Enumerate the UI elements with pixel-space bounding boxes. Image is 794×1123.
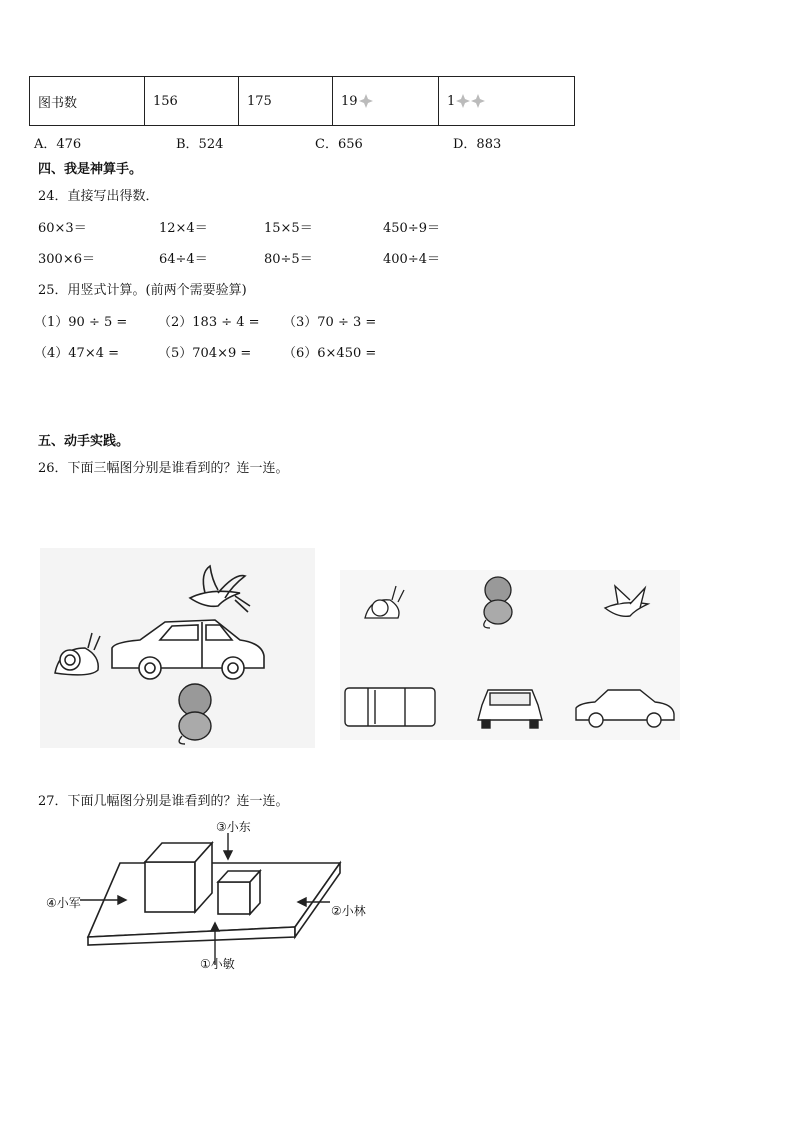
- q24-item: 64÷4＝: [159, 252, 208, 267]
- option-b: B．524: [176, 137, 224, 152]
- q25-item: （1）90 ÷ 5 =: [34, 315, 128, 330]
- q24-item: 400÷4＝: [383, 252, 440, 267]
- q25-item: （3）70 ÷ 3 =: [283, 315, 377, 330]
- table-cell: 175: [239, 77, 333, 126]
- q25-item: （4）47×4 =: [34, 346, 120, 361]
- table-header-cell: 图书数: [30, 77, 145, 126]
- q26-scene: [40, 548, 315, 748]
- q24-item: 300×6＝: [38, 252, 95, 267]
- smudge-icon: [471, 94, 485, 108]
- q24-item: 80÷5＝: [264, 252, 313, 267]
- table-cell: 156: [145, 77, 239, 126]
- section-5-title: 五、动手实践。: [38, 434, 130, 449]
- q24-item: 12×4＝: [159, 221, 208, 236]
- q24-title: 24．直接写出得数．: [38, 189, 159, 204]
- partial-value: 19: [341, 93, 358, 109]
- option-d: D．883: [453, 137, 502, 152]
- book-count-table: [29, 76, 575, 126]
- q25-item: （5）704×9 =: [158, 346, 252, 361]
- small-cube: [218, 871, 260, 914]
- table-cell-partial: [439, 77, 575, 126]
- label-top: ③小东: [216, 820, 251, 834]
- car-top-icon: [345, 688, 435, 726]
- table-row: [30, 77, 575, 126]
- label-left: ④小军: [46, 896, 81, 910]
- q24-item: 60×3＝: [38, 221, 87, 236]
- option-a: A．476: [34, 137, 82, 152]
- smudge-icon: [456, 94, 470, 108]
- q27-title: 27．下面几幅图分别是谁看到的？连一连。: [38, 794, 289, 809]
- partial-value: 1: [447, 93, 456, 109]
- table-cell-partial: [333, 77, 439, 126]
- q24-item: 450÷9＝: [383, 221, 440, 236]
- smudge-icon: [359, 94, 373, 108]
- large-cube: [145, 843, 212, 912]
- q24-item: 15×5＝: [264, 221, 313, 236]
- q26-views: [340, 570, 680, 740]
- option-c: C．656: [315, 137, 363, 152]
- q26-title: 26．下面三幅图分别是谁看到的？连一连。: [38, 461, 289, 476]
- label-bottom: ①小敏: [200, 957, 235, 971]
- q25-title: 25．用竖式计算。(前两个需要验算): [38, 283, 247, 298]
- q25-item: （6）6×450 =: [283, 346, 377, 361]
- label-right: ②小林: [331, 904, 366, 918]
- section-4-title: 四、我是神算手。: [38, 162, 143, 177]
- q25-item: （2）183 ÷ 4 =: [158, 315, 260, 330]
